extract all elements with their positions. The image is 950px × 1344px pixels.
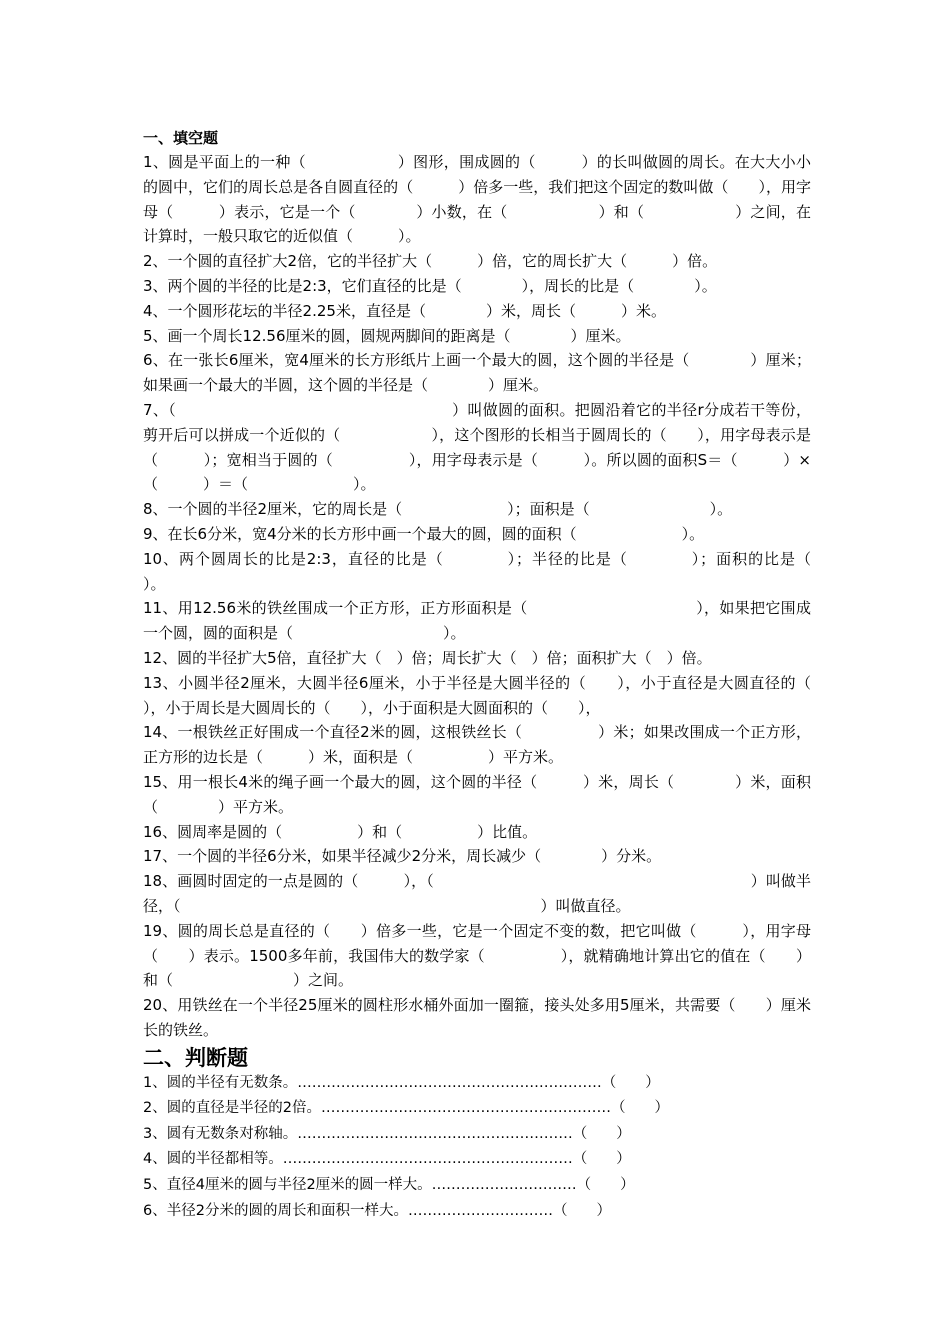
- fill-blank-question-9: 9、在长6分米，宽4分米的长方形中画一个最大的圆，圆的面积（ ）。: [143, 524, 705, 543]
- fill-blank-question-4: 4、一个圆形花坛的半径2.25米，直径是（ ）米，周长（ ）米。: [143, 301, 666, 320]
- fill-blank-question-list: [143, 150, 842, 1043]
- true-false-item-3: 3、圆有无数条对称轴。…………………………………………………（ ）: [143, 1125, 631, 1142]
- fill-blank-question-14: 14、一根铁丝正好围成一个直径2米的圆，这根铁丝长（ ）米；如果改围成一个正方形，正方形的边长是（ ）米，面积是（ ）平方米。: [143, 723, 811, 767]
- true-false-item-2: 2、圆的直径是半径的2倍。……………………………………………………（ ）: [143, 1100, 669, 1117]
- fill-blank-question-7: 7、（ ）叫做圆的面积。把圆沿着它的半径r分成若干等份，剪开后可以拼成一个近似的（ ），这个图形的长相当于圆周长的（ ），用字母表示是（ ）；宽相当于圆的（ ），用字母表示是（ ）。所以圆的面积S＝（ ）×（ ）＝（ ）。: [143, 400, 811, 494]
- true-false-item-1: 1、圆的半径有无数条。………………………………………………………（ ）: [143, 1074, 660, 1091]
- fill-blank-question-5: 5、画一个周长12.56厘米的圆，圆规两脚间的距离是（ ）厘米。: [143, 326, 631, 345]
- worksheet-content: [143, 128, 842, 1224]
- true-false-item-6: 6、半径2分米的圆的周长和面积一样大。…………………………（ ）: [143, 1202, 611, 1219]
- fill-blank-question-20: 20、用铁丝在一个半径25厘米的圆柱形水桶外面加一圈箍，接头处多用5厘米，共需要（ ）厘米长的铁丝。: [143, 996, 811, 1039]
- fill-blank-question-16: 16、圆周率是圆的（ ）和（ ）比值。: [143, 822, 538, 841]
- fill-blank-question-1: 1、圆是平面上的一种（ ）图形，围成圆的（ ）的长叫做圆的周长。在大大小小的圆中，它们的周长总是各自圆直径的（ ）倍多一些，我们把这个固定的数叫做（ ），用字母（ ）表示，它是一个（ ）小数，在（ ）和（ ）之间，在计算时，一般只取它的近似值（ ）。: [143, 153, 811, 246]
- true-false-list: [143, 1071, 811, 1225]
- true-false-item-4: 4、圆的半径都相等。……………………………………………………（ ）: [143, 1151, 631, 1168]
- fill-blank-question-18: 18、画圆时固定的一点是圆的（ ），（ ）叫做半径，（ ）叫做直径。: [143, 872, 811, 915]
- fill-blank-question-15: 15、用一根长4米的绳子画一个最大的圆，这个圆的半径（ ）米，周长（ ）米，面积（ ）平方米。: [143, 772, 811, 816]
- fill-blank-question-10: 10、两个圆周长的比是2:3，直径的比是（ ）；半径的比是（ ）；面积的比是（ ）。: [143, 549, 842, 593]
- fill-blank-question-12: 12、圆的半径扩大5倍，直径扩大（ ）倍；周长扩大（ ）倍；面积扩大（ ）倍。: [143, 648, 712, 667]
- fill-blank-question-3: 3、两个圆的半径的比是2:3，它们直径的比是（ ），周长的比是（ ）。: [143, 276, 717, 295]
- true-false-item-5: 5、直径4厘米的圆与半径2厘米的圆一样大。…………………………（ ）: [143, 1177, 635, 1194]
- section-title-fill-blank: 一、填空题: [143, 129, 219, 147]
- fill-blank-question-19: 19、圆的周长总是直径的（ ）倍多一些，它是一个固定不变的数，把它叫做（ ），用字母（ ）表示。1500多年前，我国伟大的数学家（ ），就精确地计算出它的值在（ ）和（ ）之间。: [143, 921, 811, 990]
- section-title-true-false: 二、判断题: [143, 1045, 248, 1070]
- fill-blank-question-17: 17、一个圆的半径6分米，如果半径减少2分米，周长减少（ ）分米。: [143, 847, 662, 866]
- fill-blank-question-13: 13、小圆半径2厘米，大圆半径6厘米，小于半径是大圆半径的（ ），小于直径是大圆直径的（ ），小于周长是大圆周长的（ ），小于面积是大圆面积的（ ），: [143, 673, 842, 717]
- fill-blank-question-11: 11、用12.56米的铁丝围成一个正方形，正方形面积是（ ），如果把它围成一个圆，圆的面积是（ ）。: [143, 599, 811, 643]
- fill-blank-question-8: 8、一个圆的半径2厘米，它的周长是（ ）；面积是（ ）。: [143, 500, 733, 519]
- fill-blank-question-6: 6、在一张长6厘米，宽4厘米的长方形纸片上画一个最大的圆，这个圆的半径是（ ）厘米；如果画一个最大的半圆，这个圆的半径是（ ）厘米。: [143, 351, 811, 395]
- fill-blank-question-2: 2、一个圆的直径扩大2倍，它的半径扩大（ ）倍，它的周长扩大（ ）倍。: [143, 252, 718, 271]
